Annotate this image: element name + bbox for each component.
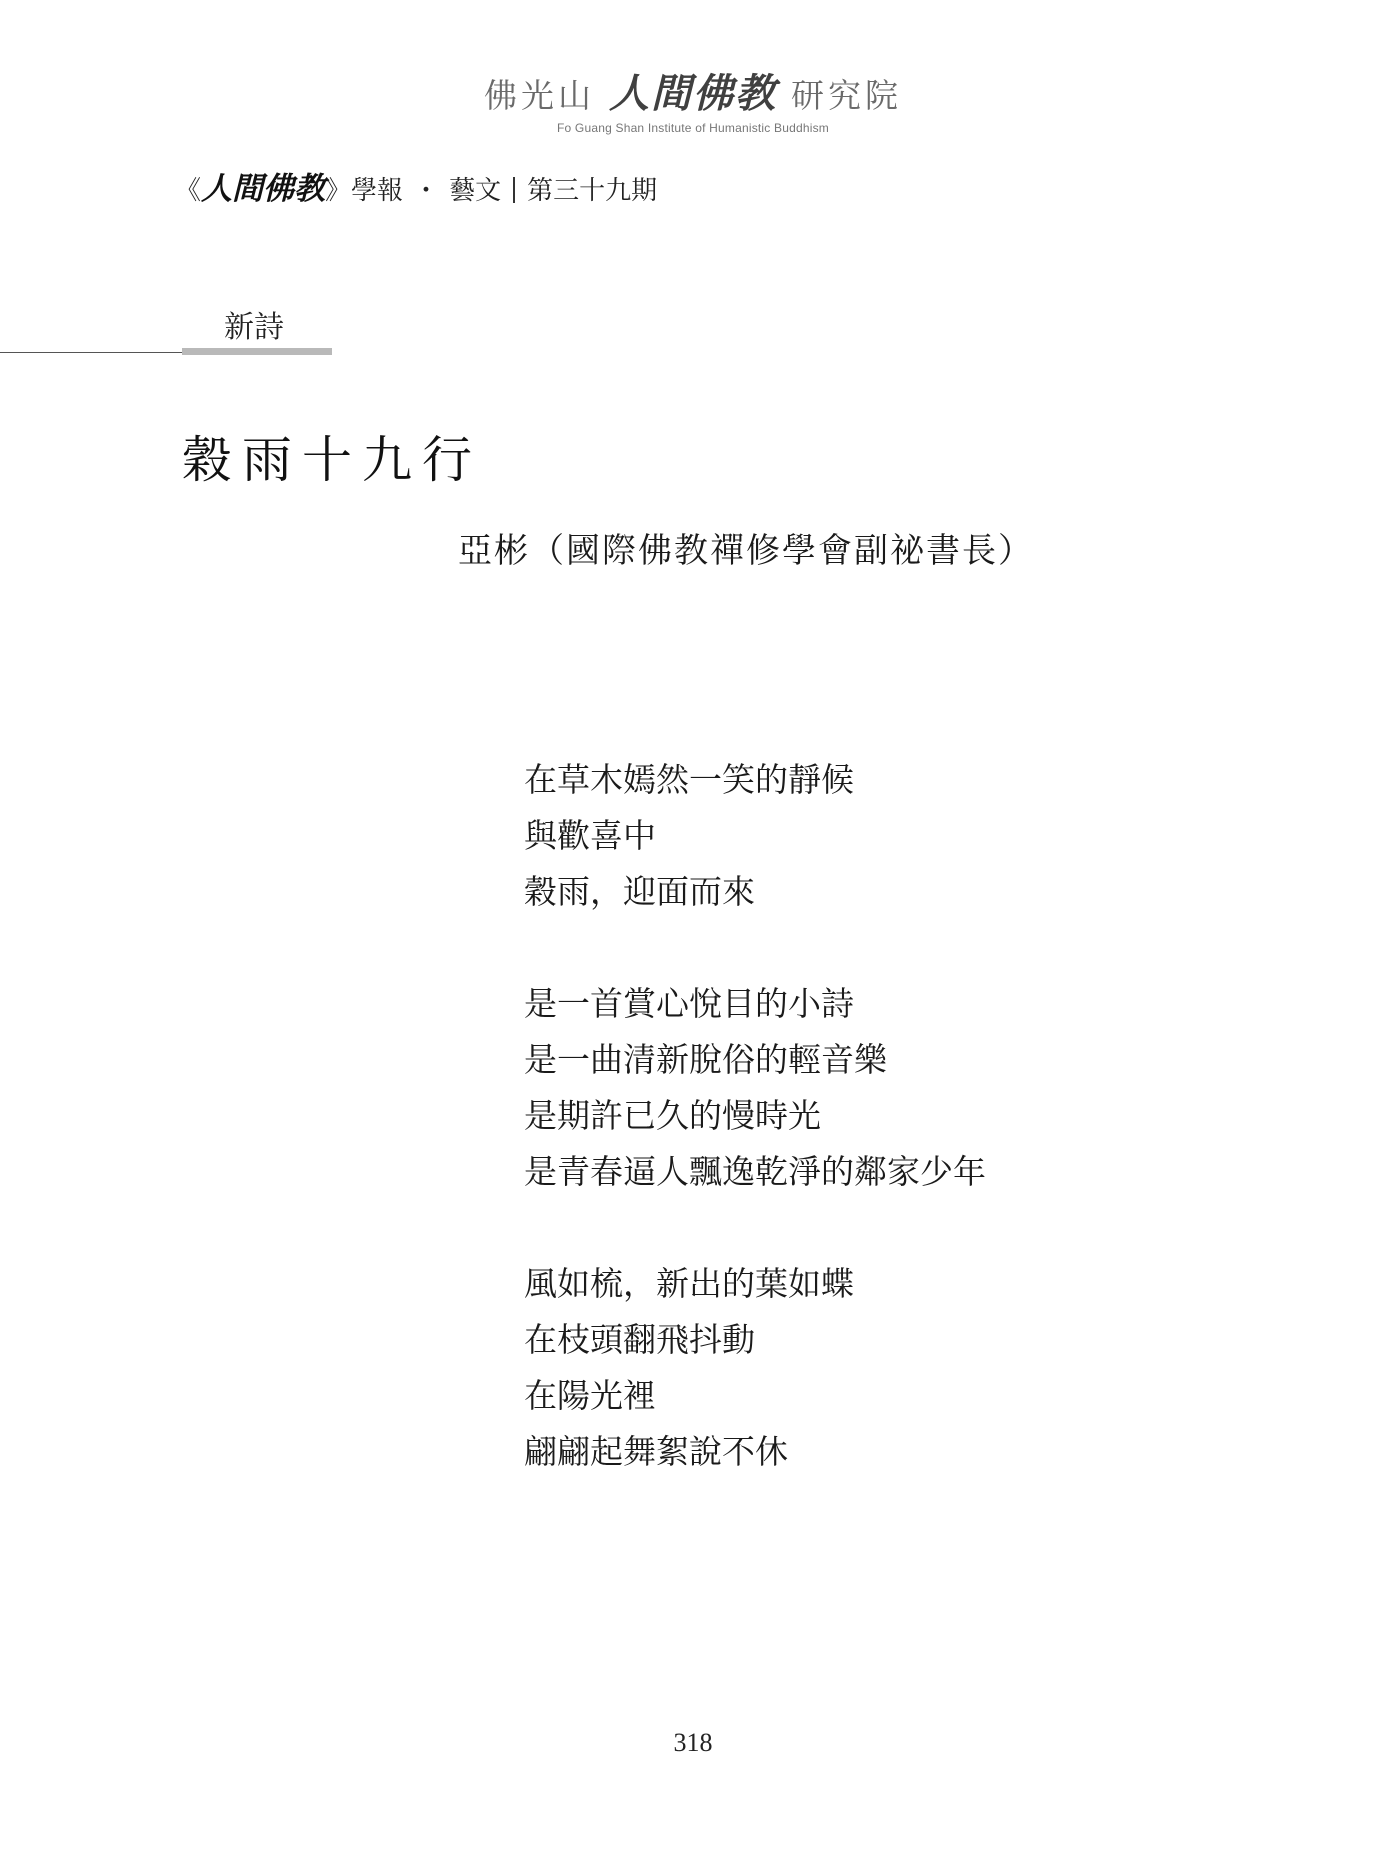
journal-running-header bbox=[175, 163, 657, 208]
poem-line: 是一首賞心悅目的小詩 bbox=[524, 984, 854, 1023]
poem-line: 翩翩起舞絮說不休 bbox=[524, 1432, 788, 1471]
journal-divider bbox=[513, 177, 515, 203]
poem-line: 在陽光裡 bbox=[524, 1376, 656, 1415]
institute-english-name: Fo Guang Shan Institute of Humanistic Buddhism bbox=[556, 121, 829, 135]
poem-title: 穀雨十九行 bbox=[182, 431, 482, 489]
poem-stanza-2 bbox=[524, 976, 986, 1200]
poem-line: 在草木嫣然一笑的靜候 bbox=[524, 760, 854, 799]
section-tab-underline bbox=[182, 348, 332, 355]
institute-suffix: 研究院 bbox=[791, 76, 902, 115]
journal-bullet: ・ bbox=[413, 176, 440, 206]
journal-brand-logo: 人間佛教 bbox=[201, 171, 326, 207]
poem-line: 是青春逼人飄逸乾淨的鄰家少年 bbox=[524, 1152, 986, 1191]
journal-open-quote: 《 bbox=[175, 176, 202, 206]
journal-section: 藝文 bbox=[449, 176, 502, 206]
institute-brand-logo: 人間佛教 bbox=[609, 70, 777, 117]
poem-stanza-1 bbox=[524, 752, 986, 920]
journal-close-quote: 》 bbox=[325, 176, 352, 206]
journal-issue: 第三十九期 bbox=[527, 176, 658, 206]
institute-prefix: 佛光山 bbox=[484, 76, 595, 115]
poem-stanza-3 bbox=[524, 1256, 986, 1480]
journal-name-suffix: 學報 bbox=[351, 176, 404, 206]
poem-author: 亞彬（國際佛教禪修學會副祕書長） bbox=[458, 531, 1034, 571]
section-tab-label: 新詩 bbox=[224, 310, 284, 345]
poem-line: 是期許已久的慢時光 bbox=[524, 1096, 821, 1135]
institute-header bbox=[0, 62, 1386, 135]
institute-name bbox=[484, 62, 902, 119]
poem-line: 風如梳，新出的葉如蝶 bbox=[524, 1264, 854, 1303]
page-number: 318 bbox=[673, 1728, 713, 1757]
poem-line: 是一曲清新脫俗的輕音樂 bbox=[524, 1040, 887, 1079]
poem-line: 在枝頭翻飛抖動 bbox=[524, 1320, 755, 1359]
poem-body bbox=[524, 752, 986, 1480]
poem-line: 穀雨，迎面而來 bbox=[524, 872, 755, 911]
poem-line: 與歡喜中 bbox=[524, 816, 656, 855]
